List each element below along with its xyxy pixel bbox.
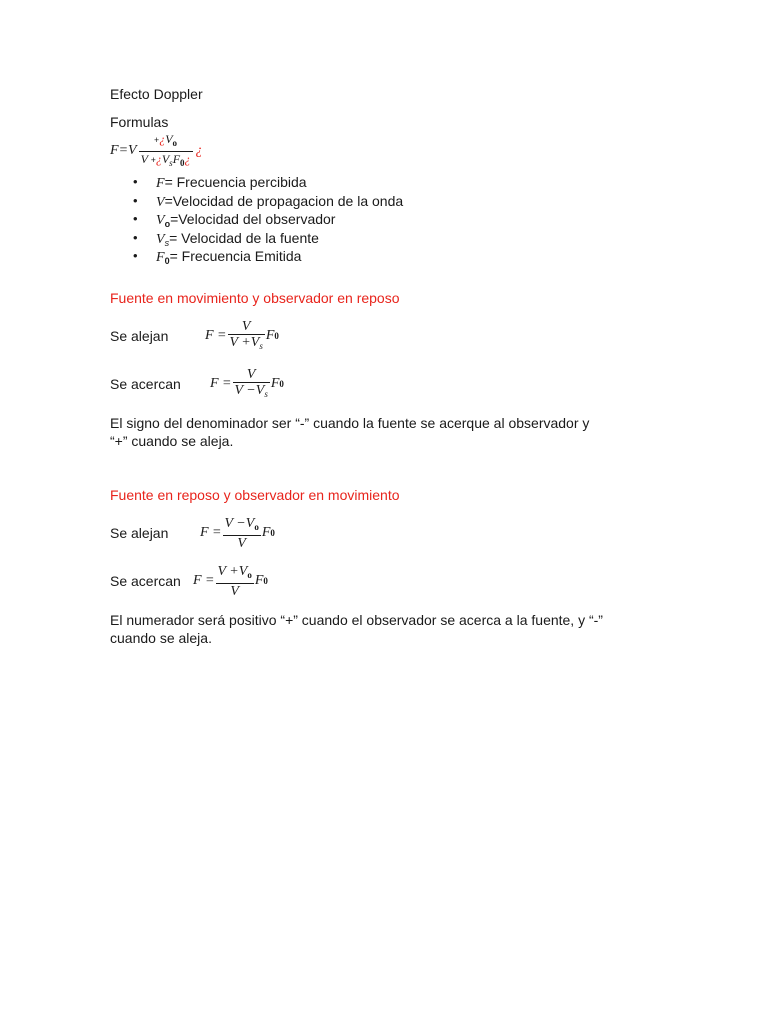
- main-formula-numerator: $+¿V_o$: [139, 132, 193, 152]
- list-item: [133, 210, 403, 229]
- main-formula-fraction: [139, 132, 193, 171]
- variable-symbol: F: [156, 176, 165, 191]
- formula-s2-alejan: F = $\frac{V -V_o}{V}$ F 0: [200, 515, 275, 551]
- variable-list: [133, 173, 404, 266]
- section-heading: Fuente en movimiento y observador en reposo: [110, 290, 400, 306]
- variable-subscript: 0: [164, 256, 170, 266]
- variable-description: =Velocidad del observador: [170, 211, 336, 227]
- variable-symbol: F: [156, 250, 165, 265]
- formula-s1-alejan: F = $\frac{V}{V +V_s}$ F 0: [205, 318, 279, 351]
- case-label: Se alejan: [110, 525, 169, 541]
- variable-symbol: V: [156, 231, 165, 247]
- formulas-label: Formulas: [110, 114, 169, 130]
- variable-subscript: s: [164, 237, 170, 248]
- page-title: Efecto Doppler: [110, 86, 203, 102]
- main-formula-denominator: $V +¿V_sF_0¿$: [140, 151, 191, 168]
- bullet-icon: •: [133, 248, 138, 263]
- bullet-icon: •: [133, 211, 138, 226]
- formula-s1-acercan: F = $\frac{V}{V -V_s}$ F 0: [210, 366, 284, 399]
- variable-symbol: V: [156, 194, 165, 210]
- list-item: [133, 229, 403, 248]
- bullet-icon: •: [133, 229, 138, 245]
- variable-description: = Velocidad de la fuente: [169, 229, 319, 246]
- section-note: El numerador será positivo “+” cuando el observador se acerca a la fuente, y “-” cuando se aleja.: [110, 612, 603, 646]
- bullet-icon: •: [133, 174, 138, 189]
- main-formula-tail: ¿: [195, 143, 203, 158]
- case-label: Se acercan: [110, 376, 181, 392]
- case-label: Se alejan: [110, 328, 169, 344]
- section-note: El signo del denominador ser “-” cuando la fuente se acerque al observador y “+” cuando se aleja.: [110, 415, 590, 449]
- list-item: [133, 192, 404, 211]
- bullet-icon: •: [133, 192, 138, 208]
- formula-s2-acercan: F = $\frac{V +V_o}{V}$ F 0: [193, 563, 268, 599]
- variable-description: =Velocidad de propagacion de la onda: [164, 192, 404, 209]
- case-label: Se acercan: [110, 573, 181, 589]
- main-formula: [110, 130, 203, 172]
- variable-subscript: o: [164, 219, 171, 229]
- main-formula-lhs: F: [110, 143, 119, 158]
- main-formula-equals: =V: [118, 143, 137, 158]
- list-item: [133, 173, 403, 192]
- list-item: [133, 247, 403, 266]
- variable-symbol: V: [156, 213, 165, 228]
- variable-description: = Frecuencia percibida: [164, 174, 307, 190]
- variable-description: = Frecuencia Emitida: [169, 248, 302, 264]
- section-heading: Fuente en reposo y observador en movimiento: [110, 487, 400, 503]
